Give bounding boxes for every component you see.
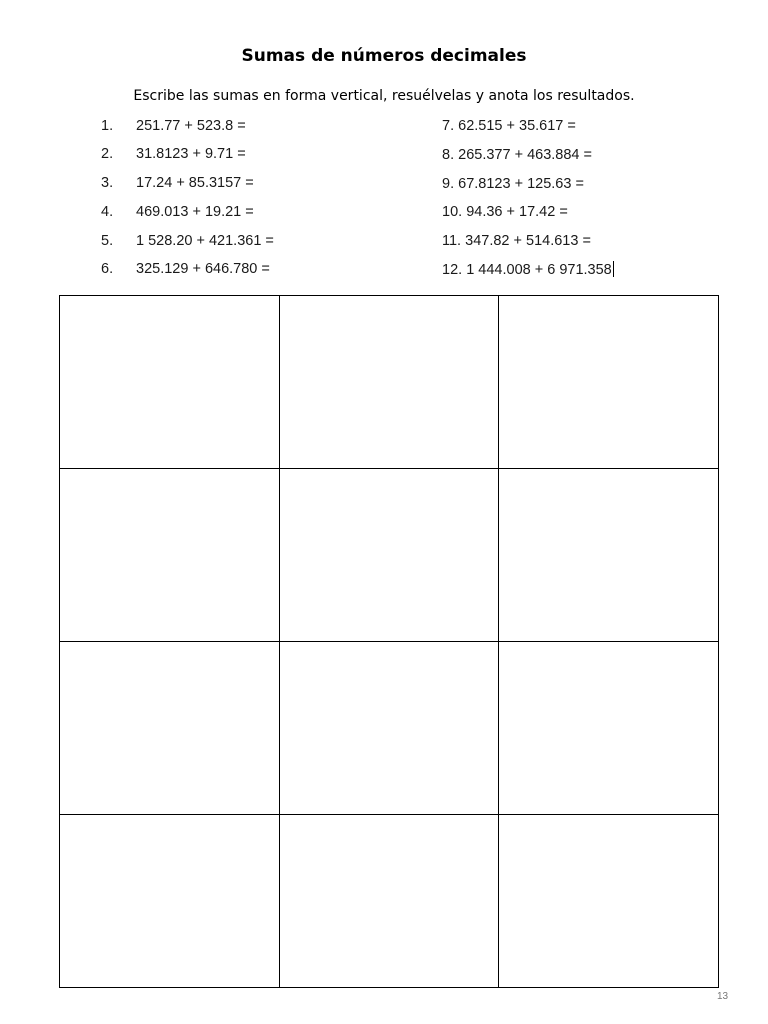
exercise-11 bbox=[442, 233, 591, 249]
answer-box[interactable] bbox=[279, 642, 499, 815]
exercise-number: 12. bbox=[442, 262, 463, 278]
answer-box[interactable] bbox=[499, 469, 719, 642]
answer-grid bbox=[59, 295, 719, 988]
exercise-expression: 1 528.20 + 421.361 = bbox=[136, 233, 274, 249]
answer-box[interactable] bbox=[279, 815, 499, 988]
exercise-number: 4. bbox=[101, 204, 114, 220]
exercise-number: 6. bbox=[101, 261, 114, 277]
exercise-3 bbox=[101, 175, 254, 191]
exercise-expression: 469.013 + 19.21 = bbox=[136, 204, 254, 220]
answer-box[interactable] bbox=[60, 469, 280, 642]
exercise-number: 10. bbox=[442, 204, 463, 220]
exercise-number: 5. bbox=[101, 233, 114, 249]
exercise-number: 11. bbox=[442, 233, 462, 249]
answer-box[interactable] bbox=[499, 296, 719, 469]
page-number: 13 bbox=[717, 991, 729, 1002]
exercise-12 bbox=[442, 261, 614, 278]
exercise-expression: 94.36 + 17.42 = bbox=[466, 204, 568, 220]
answer-box[interactable] bbox=[499, 642, 719, 815]
exercise-expression: 347.82 + 514.613 = bbox=[465, 233, 591, 249]
exercise-8 bbox=[442, 147, 592, 163]
grid-row bbox=[60, 815, 719, 988]
instructions-text: Escribe las sumas en forma vertical, resuélvelas y anota los resultados. bbox=[133, 88, 635, 104]
exercise-expression: 265.377 + 463.884 = bbox=[458, 147, 592, 163]
grid-row bbox=[60, 642, 719, 815]
exercise-9 bbox=[442, 176, 584, 192]
answer-box[interactable] bbox=[60, 815, 280, 988]
exercise-number: 3. bbox=[101, 175, 114, 191]
grid-row bbox=[60, 469, 719, 642]
answer-box[interactable] bbox=[279, 296, 499, 469]
page-title: Sumas de números decimales bbox=[241, 46, 527, 66]
exercise-expression: 17.24 + 85.3157 = bbox=[136, 175, 254, 191]
exercise-expression: 251.77 + 523.8 = bbox=[136, 118, 246, 134]
exercise-4 bbox=[101, 204, 254, 220]
exercise-2 bbox=[101, 146, 246, 162]
exercise-number: 1. bbox=[101, 118, 114, 134]
answer-box[interactable] bbox=[60, 296, 280, 469]
answer-box[interactable] bbox=[499, 815, 719, 988]
exercise-5 bbox=[101, 233, 274, 249]
exercise-number: 9. bbox=[442, 176, 455, 192]
exercise-number: 7. bbox=[442, 118, 455, 134]
exercise-number: 2. bbox=[101, 146, 114, 162]
answer-box[interactable] bbox=[279, 469, 499, 642]
exercise-1 bbox=[101, 118, 246, 134]
exercise-expression: 31.8123 + 9.71 = bbox=[136, 146, 246, 162]
exercise-expression: 1 444.008 + 6 971.358 bbox=[466, 262, 612, 278]
text-cursor bbox=[613, 261, 614, 277]
grid-row bbox=[60, 296, 719, 469]
exercise-10 bbox=[442, 204, 568, 220]
exercise-expression: 67.8123 + 125.63 = bbox=[458, 176, 584, 192]
exercise-number: 8. bbox=[442, 147, 455, 163]
exercise-7 bbox=[442, 118, 576, 134]
exercise-6 bbox=[101, 261, 270, 277]
exercise-expression: 325.129 + 646.780 = bbox=[136, 261, 270, 277]
exercise-expression: 62.515 + 35.617 = bbox=[458, 118, 576, 134]
answer-box[interactable] bbox=[60, 642, 280, 815]
